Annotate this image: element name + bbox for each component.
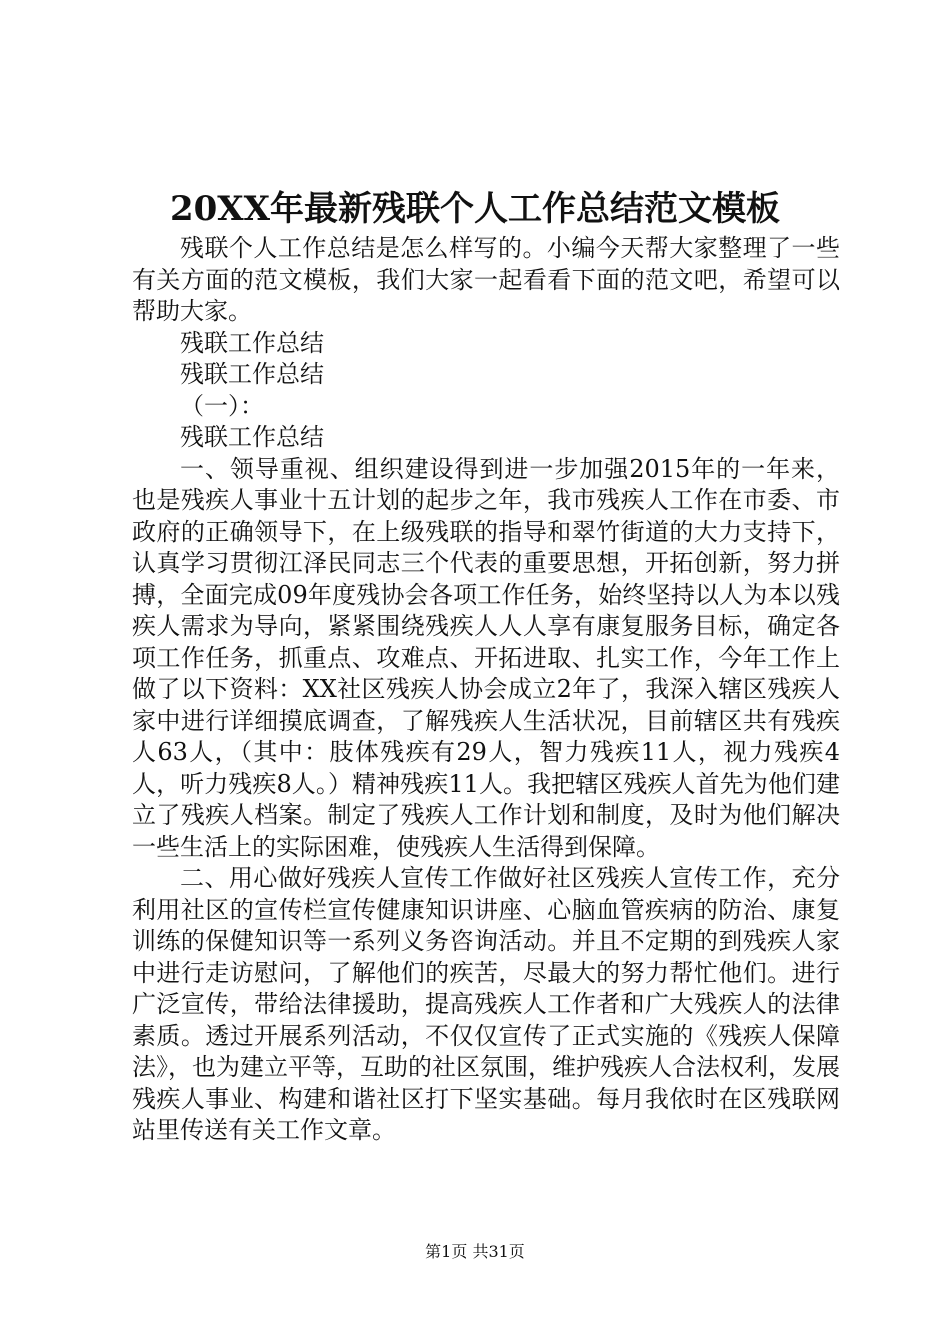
- page-footer: 第1页 共31页: [425, 1242, 525, 1261]
- section-heading: 残联工作总结: [180, 423, 324, 451]
- section-heading: 残联工作总结: [180, 328, 324, 357]
- document-body: [132, 233, 840, 1147]
- body-paragraph: 一、领导重视、组织建设得到进一步加强2015年的一年来，也是残疾人事业十五计划的起步之年，我市残疾人工作在市委、市政府的正确领导下，在上级残联的指导和翠竹街道的大力支持下，认真学习贯彻江泽民同志三个代表的重要思想，开拓创新，努力拼搏，全面完成09年度残协会各项工作任务，始终坚持以人为本以残疾人需求为导向，紧紧围绕残疾人人人享有康复服务目标，确定各项工作任务，抓重点、攻难点、开拓进取、扎实工作，今年工作上做了以下资料：XX社区残疾人协会成立2年了，我深入辖区残疾人家中进行详细摸底调查，了解残疾人生活状况，目前辖区共有残疾人63人，（其中：肢体残疾有29人，智力残疾11人，视力残疾4人，听力残疾8人。）精神残疾11人。我把辖区残疾人首先为他们建立了残疾人档案。制定了残疾人工作计划和制度，及时为他们解决一些生活上的实际困难，使残疾人生活得到保障。: [132, 454, 840, 861]
- section-number: （一）：: [180, 391, 264, 420]
- intro-paragraph: 残联个人工作总结是怎么样写的。小编今天帮大家整理了一些有关方面的范文模板，我们大家一起看看下面的范文吧，希望可以帮助大家。: [132, 234, 840, 325]
- section-heading: 残联工作总结: [180, 360, 324, 388]
- document-title: 20XX年最新残联个人工作总结范文模板: [169, 189, 781, 229]
- body-paragraph: 二、用心做好残疾人宣传工作做好社区残疾人宣传工作，充分利用社区的宣传栏宣传健康知识讲座、心脑血管疾病的防治、康复训练的保健知识等一系列义务咨询活动。并且不定期的到残疾人家中进行走访慰问，了解他们的疾苦，尽最大的努力帮忙他们。进行广泛宣传，带给法律援助，提高残疾人工作者和广大残疾人的法律素质。透过开展系列活动，不仅仅宣传了正式实施的《残疾人保障法》，也为建立平等，互助的社区氛围，维护残疾人合法权利，发展残疾人事业、构建和谐社区打下坚实基础。每月我依时在区残联网站里传送有关工作文章。: [132, 864, 840, 1144]
